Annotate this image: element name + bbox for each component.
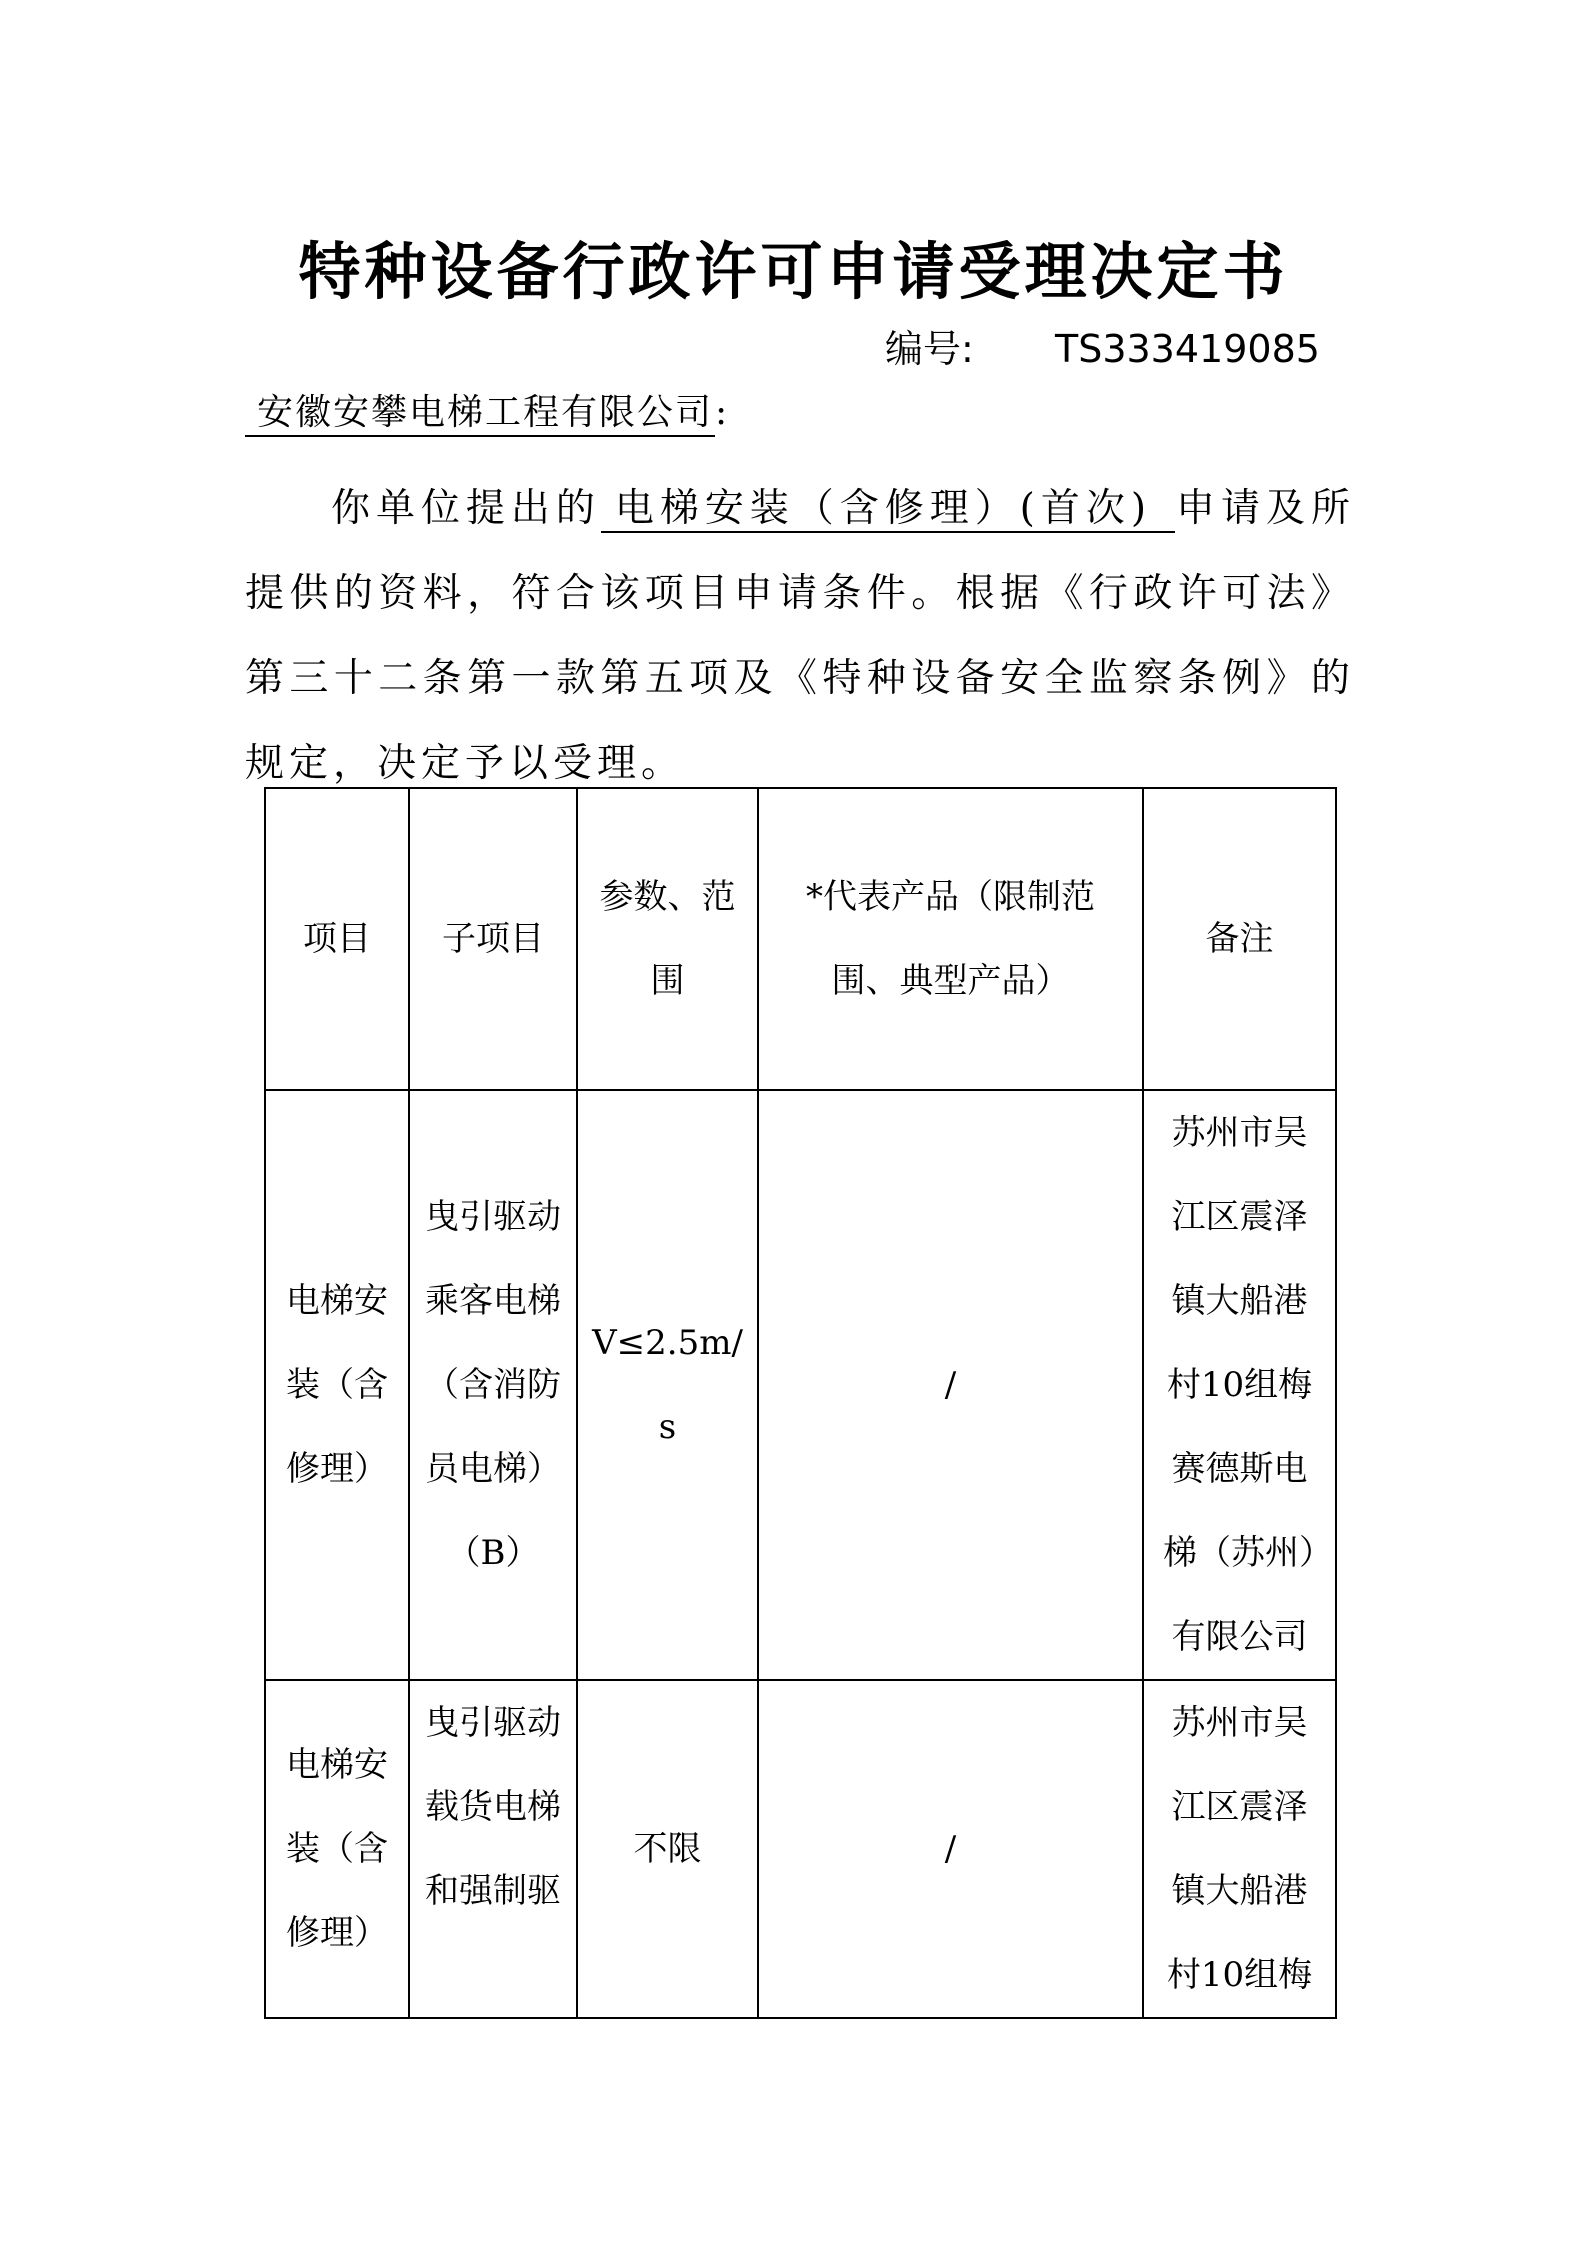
cell-remark: 苏州市吴江区震泽镇大船港村10组梅	[1143, 1680, 1336, 2018]
cell-remark: 苏州市吴江区震泽镇大船港村10组梅赛德斯电梯（苏州）有限公司	[1143, 1090, 1336, 1680]
cell-product: /	[758, 1090, 1143, 1680]
number-value: TS333419085	[1055, 327, 1320, 371]
cell-project: 电梯安装（含修理）	[265, 1680, 409, 2018]
header-remark: 备注	[1143, 788, 1336, 1090]
addressee-org: 安徽安攀电梯工程有限公司	[245, 392, 715, 437]
body-rest: 申请及所提供的资料，符合该项目申请条件。根据《行政许可法》第三十二条第一款第五项及《特种设备安全监察条例》的规定，决定予以受理。	[245, 486, 1355, 786]
table-row	[265, 1680, 1336, 2018]
addressee-colon: :	[715, 392, 730, 433]
addressee	[245, 384, 729, 435]
document-number	[885, 318, 1320, 373]
document-title: 特种设备行政许可申请受理决定书	[298, 235, 1289, 308]
cell-subproject: 曳引驱动乘客电梯（含消防员电梯）（B）	[409, 1090, 577, 1680]
cell-product: /	[758, 1680, 1143, 2018]
number-label: 编号:	[885, 327, 974, 371]
header-params: 参数、范围	[577, 788, 758, 1090]
decision-paragraph	[245, 466, 1355, 806]
cell-project: 电梯安装（含修理）	[265, 1090, 409, 1680]
license-table	[264, 787, 1337, 2019]
cell-subproject: 曳引驱动载货电梯和强制驱	[409, 1680, 577, 2018]
header-product: *代表产品（限制范围、典型产品）	[758, 788, 1143, 1090]
cell-params: 不限	[577, 1680, 758, 2018]
application-item: 电梯安装（含修理）(首次)	[601, 486, 1175, 533]
table-header-row	[265, 788, 1336, 1090]
table-row	[265, 1090, 1336, 1680]
cell-params: V≤2.5m/s	[577, 1090, 758, 1680]
header-project: 项目	[265, 788, 409, 1090]
body-prefix: 你单位提出的	[330, 486, 601, 531]
header-subproject: 子项目	[409, 788, 577, 1090]
